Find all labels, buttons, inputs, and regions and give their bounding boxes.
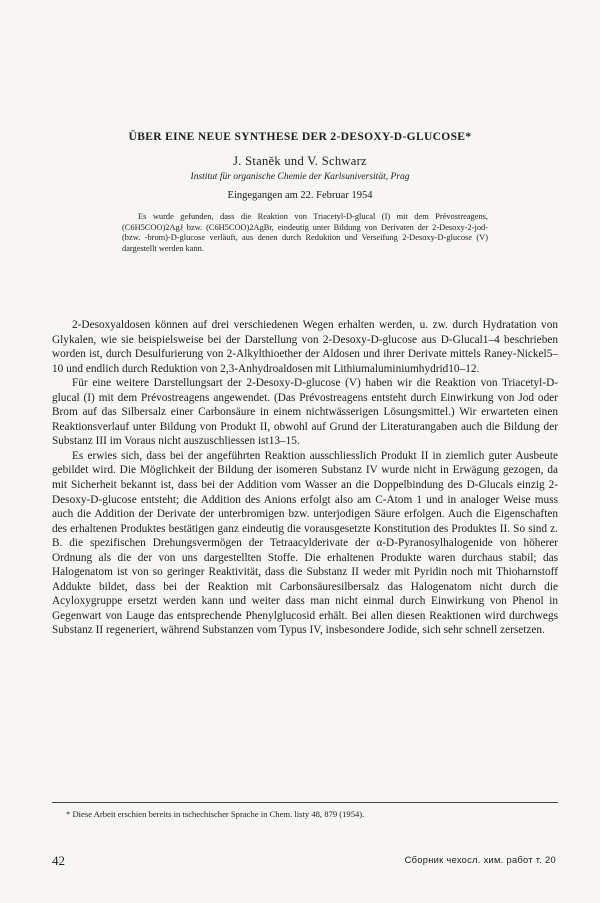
- received-date: Eingegangen am 22. Februar 1954: [227, 190, 373, 201]
- article-body: [52, 318, 558, 638]
- footnote-divider: [52, 802, 558, 803]
- abstract-text: Es wurde gefunden, dass die Reaktion von Triacetyl-D-glucal (I) mit dem Prévostreagens, (C6H5COO)2AgJ bzw. (C6H5COO)2AgBr, eindeutig unter Bildung von Derivaten der 2-Desoxy-2-jod-(bzw. -brom)-D-glucose verläuft, aus denen durch Reduktion und Verseifung 2-Desoxy-D-glucose (V) dargestellt werden kann.: [122, 212, 488, 253]
- article-authors: J. Staněk und V. Schwarz: [233, 154, 367, 168]
- journal-running-footer: Сборник чехосл. хим. работ т. 20: [404, 855, 556, 865]
- body-paragraph-3: Es erwies sich, dass bei der angeführten Reaktion ausschliesslich Produkt II in ziemlich guter Ausbeute gebildet wird. Die Möglichkeit der Bildung der isomeren Substanz IV wurde nicht in Erwägung gezogen, da mit Sicherheit bekannt ist, dass bei der Addition vom Wasser an die Doppelbindung des D-Glucals einzig 2-Desoxy-D-glucose entsteht; die Addition des Anions erfolgt also am C-Atom 1 und in analoger Weise muss auch die Addition der Derivate der unterbromigen bzw. unterjodigen Säure erfolgen. Auch die Eigenschaften des erhaltenen Produktes bestätigen ganz eindeutig die vorausgesetzte Konstitution des Produktes II. So sind z. B. die spezifischen Drehungsvermögen der Tetraacylderivate der α-D-Pyranosylhalogenide von höherer Ordnung als die der von uns dargestellten Stoffe. Die erhaltenen Produkte waren durchaus stabil; das Halogenatom ist von so geringer Reaktivität, dass die Substanz II weder mit Pyridin noch mit Thioharnstoff Addukte bildet, dass bei der Reaktion mit Carbonsäuresilbersalz das Halogenatom nicht durch die Acyloxygruppe ersetzt werden kann und weiter dass man nicht einmal durch Einwirkung von Phenol in Gegenwart von Lauge das entsprechende Phenylglucosid erhält. Bei allen diesen Reaktionen wird durchwegs Substanz II regeneriert, während Substanzen vom Typus IV, insbesondere Jodide, sich sehr schnell zersetzen.: [52, 449, 558, 637]
- page-number: 42: [52, 853, 65, 868]
- author-affiliation: Institut für organische Chemie der Karlsuniversität, Prag: [190, 172, 410, 182]
- abstract: [122, 212, 488, 254]
- body-paragraph-2: Für eine weitere Darstellungsart der 2-Desoxy-D-glucose (V) haben wir die Reaktion von Triacetyl-D-glucal (I) mit dem Prévostreagens angewendet. (Das Prévostreagens entsteht durch Einwirkung von Jod oder Brom auf das Silbersalz einer Carbonsäure in einem nichtwässerigen Lösungsmittel.) Wir erwarteten einen Reaktionsverlauf unter Bildung von Produkt II, obwohl auf Grund der Literaturangaben auch die Bildung der Substanz III im Voraus nicht auszuschliessen ist13–15.: [52, 377, 558, 448]
- footnote: * Diese Arbeit erschien bereits in tschechischer Sprache in Chem. listy 48, 879 (1954).: [66, 809, 365, 819]
- body-paragraph-1: 2-Desoxyaldosen können auf drei verschiedenen Wegen erhalten werden, u. zw. durch Hydratation von Glykalen, wie sie beispielsweise bei der Darstellung von 2-Desoxy-D-glucose aus D-Glucal1–4 beschrieben worden ist, durch Desulfurierung von 2-Alkylthioether der Aldosen und ihrer Derivate mittels Raney-Nickel5–10 und endlich durch Reduktion von 2,3-Anhydroaldosen mit Lithiumaluminiumhydrid10–12.: [52, 319, 558, 375]
- article-title: ÜBER EINE NEUE SYNTHESE DER 2-DESOXY-D-GLUCOSE*: [128, 131, 472, 143]
